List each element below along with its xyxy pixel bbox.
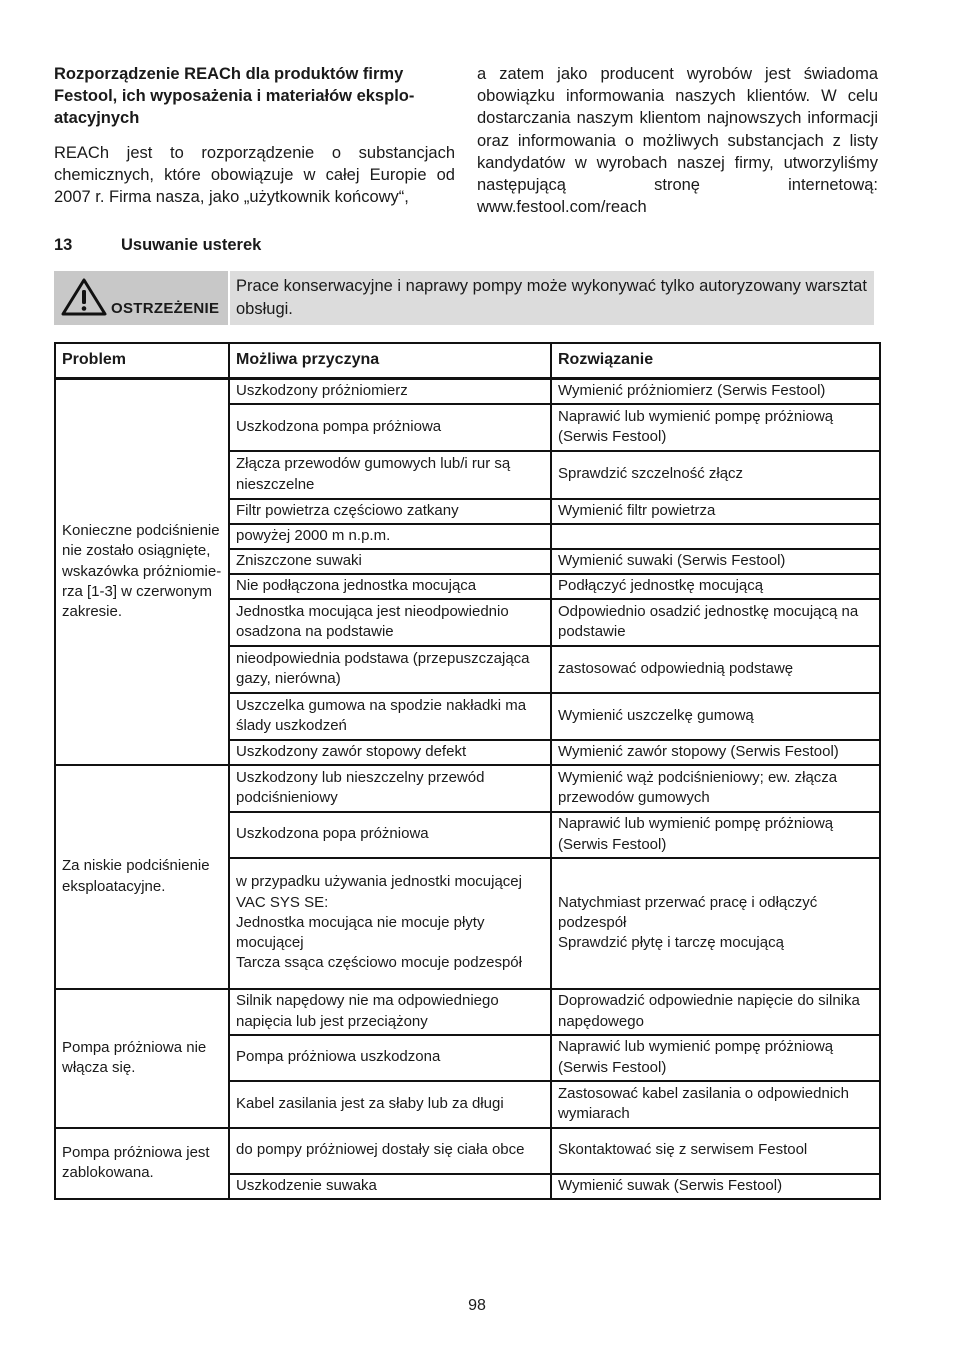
solution-cell: Zastosować kabel zasilania o odpowiednich wymiarach	[551, 1081, 880, 1128]
table-row	[55, 765, 880, 812]
solution-cell: Wymienić suwak (Serwis Festool)	[551, 1174, 880, 1199]
header-cause: Możliwa przyczyna	[229, 343, 551, 379]
problem-cell: Pompa próżniowa jest zablokowana.	[55, 1128, 229, 1199]
solution-cell: Podłączyć jednostkę mocującą	[551, 574, 880, 599]
cause-cell: Kabel zasilania jest za słaby lub za długi	[229, 1081, 551, 1128]
cause-cell: w przypadku używania jednostki mocującej VAC SYS SE: Jednostka mocująca nie mocuje płyty mocującej Tarcza ssąca częściowo mocuje podzespół	[229, 858, 551, 989]
cause-cell: Złącza przewodów gumowych lub/i rur są nieszczelne	[229, 451, 551, 499]
warning-label-area	[54, 271, 230, 325]
reach-paragraph-left: REACh jest to rozporządzenie o substancjach chemicznych, które obowiązuje w całej Europie od 2007 r. Firma nasza, jako „użytkownik końcowy“,	[54, 143, 455, 207]
cause-cell: nieodpowiednia podstawa (przepuszczająca gazy, nierówna)	[229, 646, 551, 693]
cause-cell: Uszkodzony zawór stopowy defekt	[229, 740, 551, 765]
solution-cell: Odpowiednio osadzić jednostkę mocującą na podstawie	[551, 599, 880, 646]
cause-cell: Uszkodzony lub nieszczelny przewód podciśnieniowy	[229, 765, 551, 812]
solution-cell: Wymienić suwaki (Serwis Festool)	[551, 549, 880, 574]
solution-cell: zastosować odpowiednią podstawę	[551, 646, 880, 693]
cause-cell: powyżej 2000 m n.p.m.	[229, 524, 551, 549]
cause-cell: do pompy próżniowej dostały się ciała obce	[229, 1128, 551, 1174]
solution-cell: Naprawić lub wymienić pompę próżniową (Serwis Festool)	[551, 404, 880, 451]
solution-cell: Naprawić lub wymienić pompę próżniową (Serwis Festool)	[551, 1035, 880, 1081]
cause-cell: Uszkodzenie suwaka	[229, 1174, 551, 1199]
solution-cell: Sprawdzić szczelność złącz	[551, 451, 880, 499]
section-heading	[54, 236, 261, 255]
solution-cell: Wymienić zawór stopowy (Serwis Festool)	[551, 740, 880, 765]
solution-cell: Wymienić filtr powietrza	[551, 499, 880, 524]
reach-heading: Rozporządzenie REACh dla produktów firmy Festool, ich wyposażenia i materiałów eksploatacyjnych	[54, 65, 415, 128]
cause-cell: Uszkodzona popa próżniowa	[229, 812, 551, 858]
reach-column-right	[477, 63, 878, 218]
problem-cell: Za niskie podciśnienie eksploatacyjne.	[55, 765, 229, 989]
cause-cell: Zniszczone suwaki	[229, 549, 551, 574]
cause-cell: Silnik napędowy nie ma odpowiedniego napięcia lub jest przeciążony	[229, 989, 551, 1035]
cause-cell: Nie podłączona jednostka mocująca	[229, 574, 551, 599]
warning-box	[54, 271, 874, 325]
cause-cell: Pompa próżniowa uszkodzona	[229, 1035, 551, 1081]
page-number: 98	[468, 1297, 486, 1314]
section-number: 13	[54, 236, 73, 254]
reach-paragraph-right: a zatem jako producent wyrobów jest świadoma obowiązku informowania naszych klientów. W celu dostarczania naszym klientom najnowszych informacji oraz informowania o możliwych substancjach z listy kandydatów w wyrobach naszej firmy, utworzyliśmy następującą stronę internetową: www.festool.com/reach	[477, 65, 878, 217]
warning-triangle-icon	[60, 277, 108, 317]
solution-cell	[551, 524, 880, 549]
table-row	[55, 1128, 880, 1174]
solution-cell: Wymienić uszczelkę gumową	[551, 693, 880, 740]
troubleshooting-table	[54, 342, 881, 1200]
reach-column-left	[54, 63, 455, 208]
header-problem: Problem	[55, 343, 229, 379]
table-row	[55, 989, 880, 1035]
solution-cell: Natychmiast przerwać pracę i odłączyć podzespół Sprawdzić płytę i tarczę mocującą	[551, 858, 880, 989]
problem-cell: Pompa próżniowa nie włącza się.	[55, 989, 229, 1128]
cause-cell: Uszkodzona pompa próżniowa	[229, 404, 551, 451]
solution-cell: Wymienić próżniomierz (Serwis Festool)	[551, 379, 880, 404]
solution-cell: Naprawić lub wymienić pompę próżniową (Serwis Festool)	[551, 812, 880, 858]
solution-cell: Wymienić wąż podciśnieniowy; ew. złącza przewodów gumowych	[551, 765, 880, 812]
warning-label: OSTRZEŻENIE	[111, 300, 220, 317]
cause-cell: Jednostka mocująca jest nieodpowiednio osadzona na podstawie	[229, 599, 551, 646]
cause-cell: Uszczelka gumowa na spodzie nakładki ma ślady uszkodzeń	[229, 693, 551, 740]
header-solution: Rozwiązanie	[551, 343, 880, 379]
table-row	[55, 379, 880, 404]
solution-cell: Skontaktować się z serwisem Festool	[551, 1128, 880, 1174]
problem-cell: Konieczne podciśnienie nie zostało osiągnięte, wskazówka próżniomierza [1-3] w czerwonym zakresie.	[55, 379, 229, 765]
cause-cell: Uszkodzony próżniomierz	[229, 379, 551, 404]
warning-text: Prace konserwacyjne i naprawy pompy może wykonywać tylko autoryzowany warsztat obsługi.	[236, 277, 867, 318]
table-body	[55, 379, 880, 1199]
table-header-row	[55, 343, 880, 379]
section-title: Usuwanie usterek	[121, 236, 262, 254]
cause-cell: Filtr powietrza częściowo zatkany	[229, 499, 551, 524]
solution-cell: Doprowadzić odpowiednie napięcie do silnika napędowego	[551, 989, 880, 1035]
